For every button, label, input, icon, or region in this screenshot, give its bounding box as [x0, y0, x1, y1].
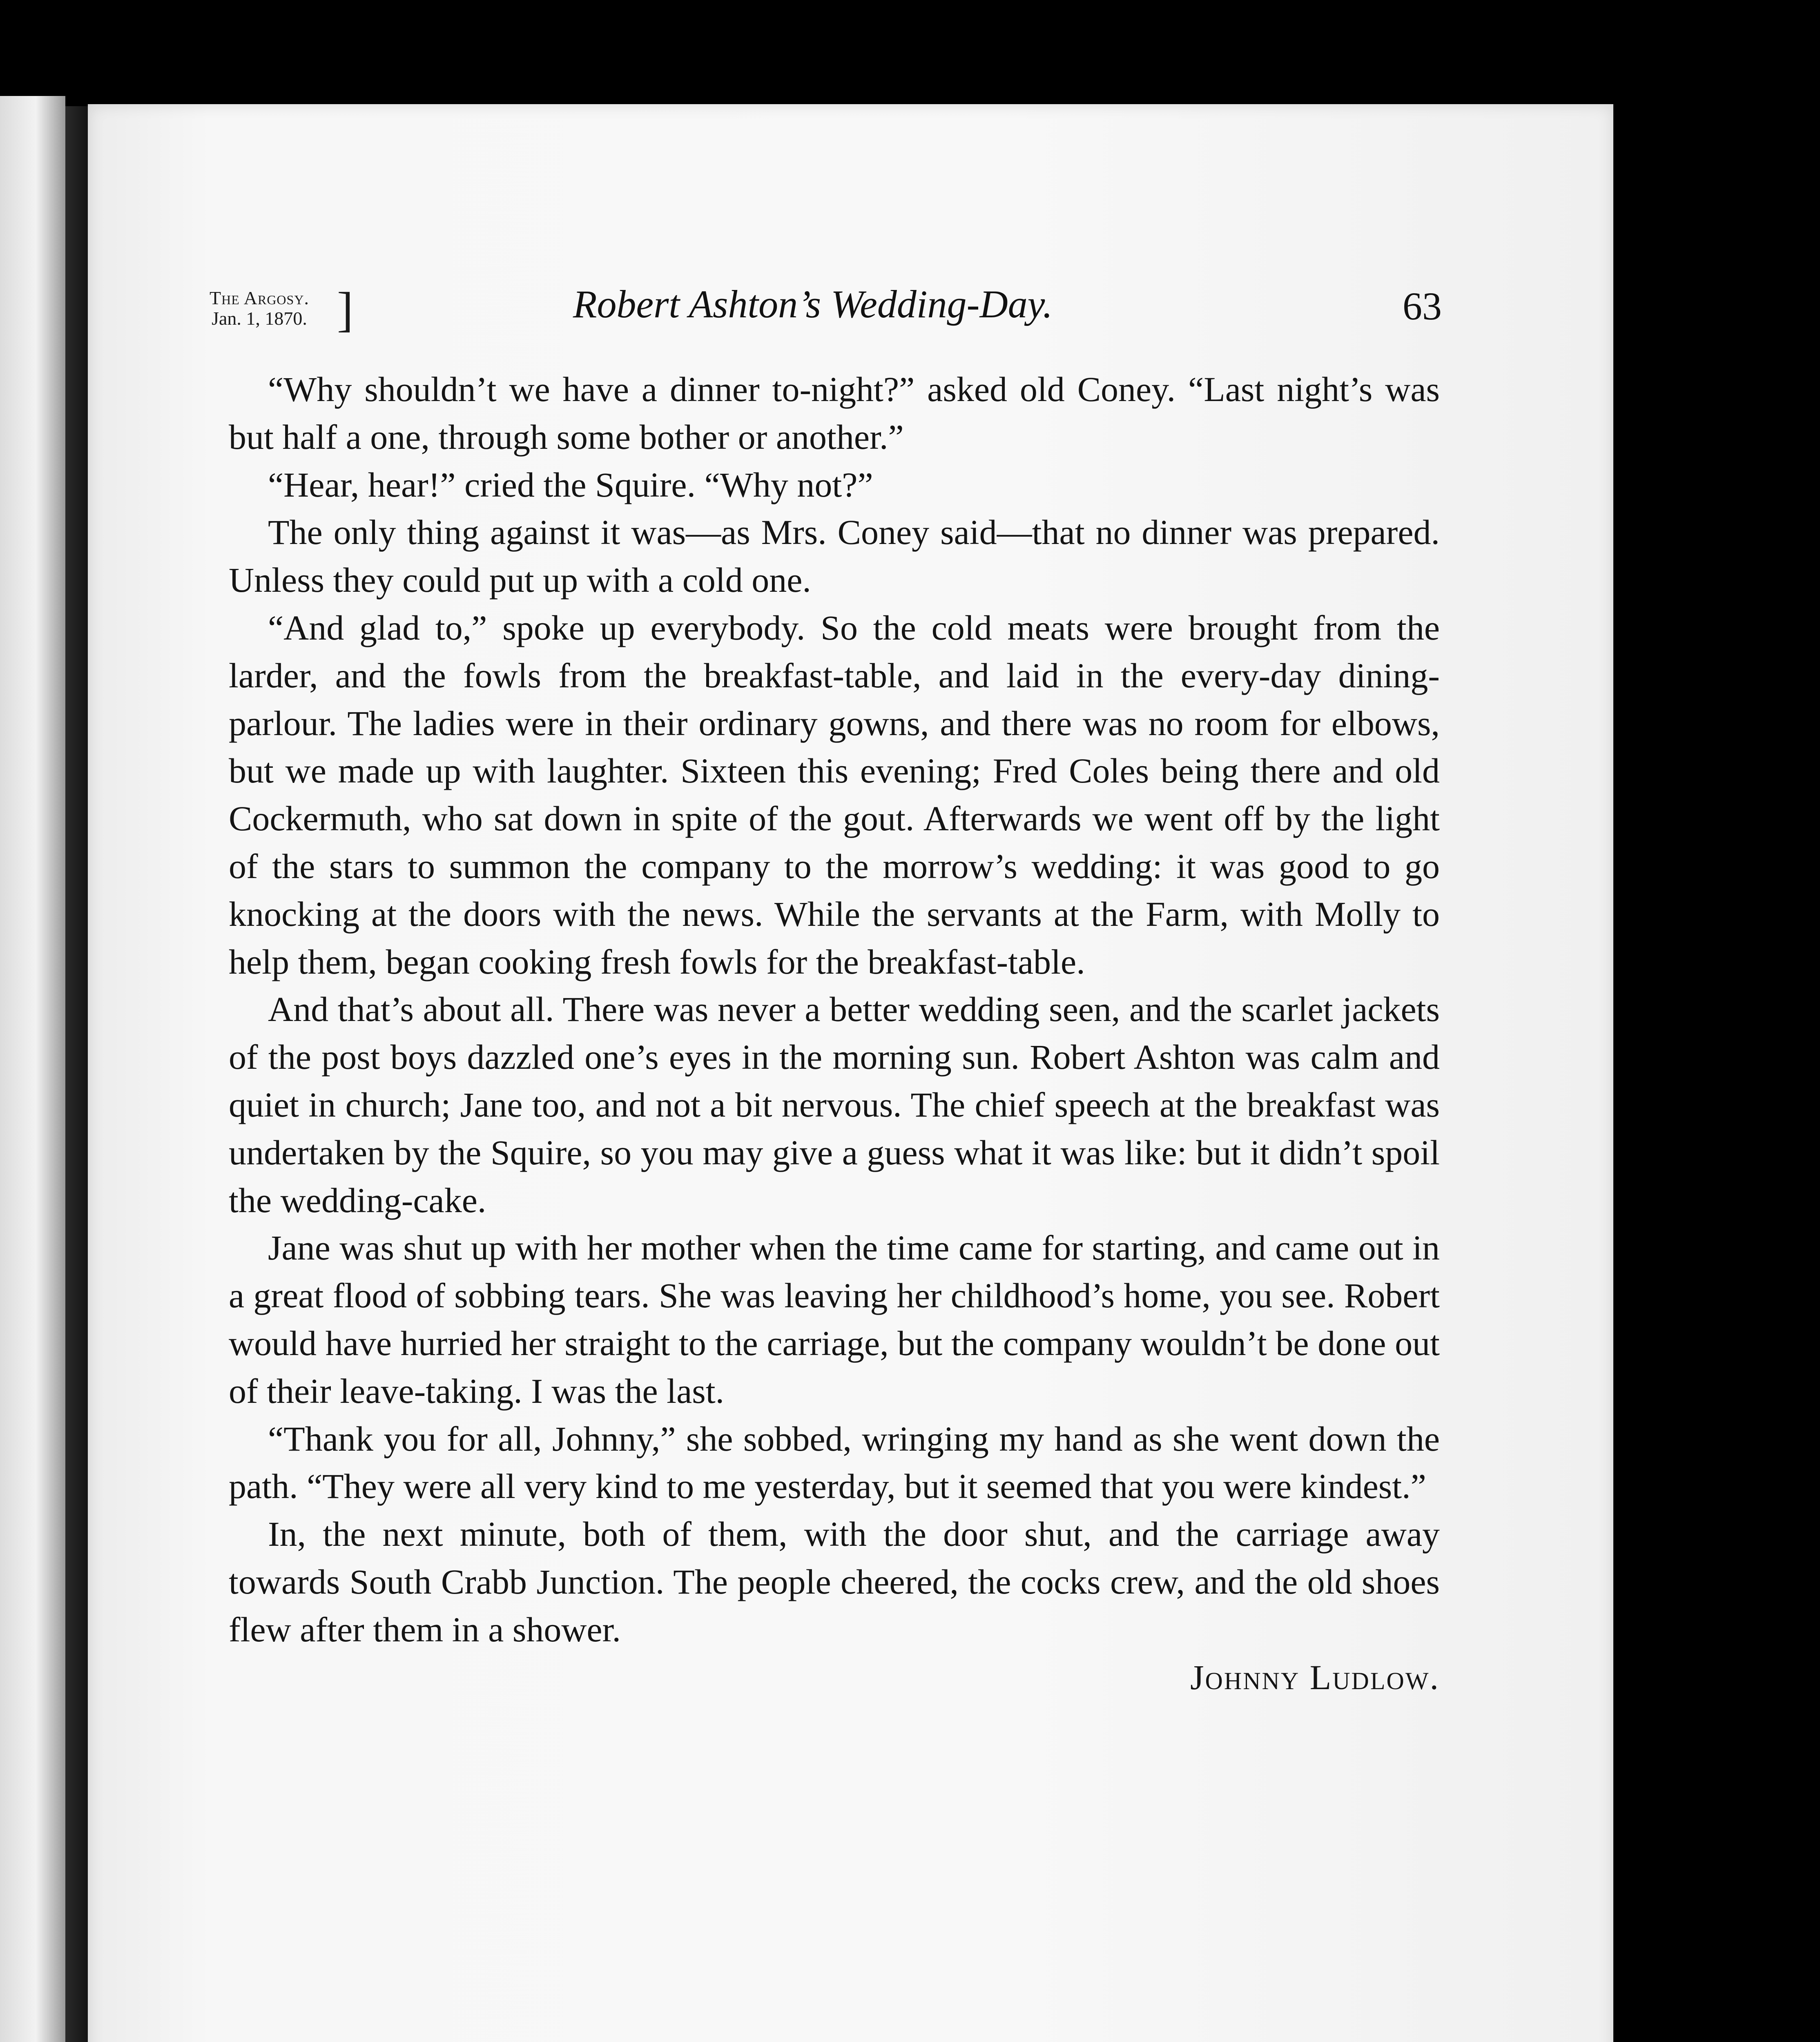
paragraph: In, the next minute, both of them, with the door shut, and the carriage away towards South Crabb Junction. The people cheered, the cocks crew, and the old shoes flew after them in a shower. [229, 1514, 1440, 1649]
page-number: 63 [1403, 284, 1442, 328]
journal-name: The Argosy. [210, 288, 309, 308]
page-header [172, 182, 1442, 353]
paragraph: “Why shouldn’t we have a dinner to-night?” asked old Coney. “Last night’s was but half a one, through some bother or another.” [229, 370, 1440, 457]
paragraph: And that’s about all. There was never a better wedding seen, and the scarlet jackets of the post boys dazzled one’s eyes in the morning sun. Robert Ashton was calm and quiet in church; Jane too, and not a bit nervous. The chief speech at the breakfast was undertaken by the Squire, so you may give a guess what it was like: but it didn’t spoil the wedding-cake. [229, 990, 1440, 1220]
paragraph: The only thing against it was—as Mrs. Coney said—that no dinner was prepared. Unless they could put up with a cold one. [229, 513, 1440, 600]
running-title: Robert Ashton’s Wedding-Day. [573, 282, 1053, 326]
story-text [229, 366, 1440, 1701]
journal-reference [172, 288, 347, 329]
book-spine [65, 106, 91, 2042]
paragraph: Jane was shut up with her mother when the time came for starting, and came out in a great flood of sobbing tears. She was leaving her childhood’s home, you see. Robert would have hurried her straight to the carriage, but the company wouldn’t be done out of their leave-taking. I was the last. [229, 1228, 1440, 1411]
paragraph: “And glad to,” spoke up everybody. So the cold meats were brought from the larder, and the fowls from the breakfast-table, and laid in the every-day dining-parlour. The ladies were in their ordinary gowns, and there was no room for elbows, but we made up with laughter. Sixteen this evening; Fred Coles being there and old Cockermuth, who sat down in spite of the gout. Afterwards we went off by the light of the stars to summon the company to the morrow’s wedding: it was good to go knocking at the doors with the news. While the servants at the Farm, with Molly to help them, began cooking fresh fowls for the breakfast-table. [229, 608, 1440, 981]
paragraph: “Hear, hear!” cried the Squire. “Why not?” [268, 465, 873, 504]
paragraph: “Thank you for all, Johnny,” she sobbed, wringing my hand as she went down the path. “They were all very kind to me yesterday, but it seemed that you were kindest.” [229, 1419, 1440, 1506]
author-signature: Johnny Ludlow. [1190, 1657, 1440, 1697]
facing-page-edge [0, 96, 65, 2042]
journal-date: Jan. 1, 1870. [212, 308, 307, 329]
header-bracket: ] [337, 282, 353, 337]
